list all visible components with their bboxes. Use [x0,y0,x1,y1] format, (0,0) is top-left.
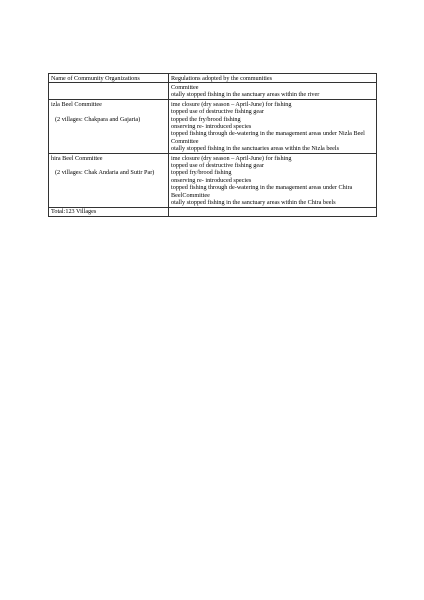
regulations-cell [169,154,377,208]
total-empty-cell [169,207,377,216]
organization-name: hira Beel Committee [51,154,103,162]
regulation-item: topped fishing through de-watering in the management areas under Nizla Beel Committee [171,130,365,145]
regulations-table [48,73,377,217]
regulation-item: Committee [171,83,199,91]
organization-cell [49,100,169,154]
table-row [49,83,377,100]
table-row [49,154,377,208]
regulation-item: topped fishing through de-watering in the management areas under Chira BeelCommittee [171,184,353,199]
regulation-item: topped fry/brood fishing [171,169,232,177]
total-label: Total:123 Villages [49,207,169,216]
regulation-item: ime closure (dry season – April-June) for fishing [171,154,292,162]
organization-cell [49,154,169,208]
regulation-item: onserving re- introduced species [171,122,252,130]
regulation-item: ime closure (dry season – April-June) for fishing [171,100,292,108]
regulation-item: otally stopped fishing in the sanctuary areas within the Chira beels [171,199,336,206]
total-row [49,207,377,216]
organization-cell [49,83,169,100]
regulations-cell [169,83,377,100]
regulation-item: topped use of destructive fishing gear [171,108,264,116]
regulation-item: topped the fry/brood fishing [171,115,241,123]
regulation-item: onserving re- introduced species [171,176,252,184]
regulation-item: otally stopped fishing in the sanctuaries areas within the Nizla beels [171,145,340,153]
header-organizations: Name of Community Organizations [49,74,169,83]
table-header-row [49,74,377,83]
table-row [49,100,377,154]
regulations-cell [169,100,377,154]
organization-villages: (2 villages: Chakpara and Gajaria) [55,115,141,123]
regulation-item: topped use of destructive fishing gear [171,161,264,169]
regulation-item: otally stopped fishing in the sanctuary areas within the river [171,91,320,99]
organization-name: izla Beel Committee [51,100,102,108]
header-regulations: Regulations adopted by the communities [169,74,377,83]
organization-villages: (2 villages: Chak Andaria and Sutir Par) [55,169,155,177]
